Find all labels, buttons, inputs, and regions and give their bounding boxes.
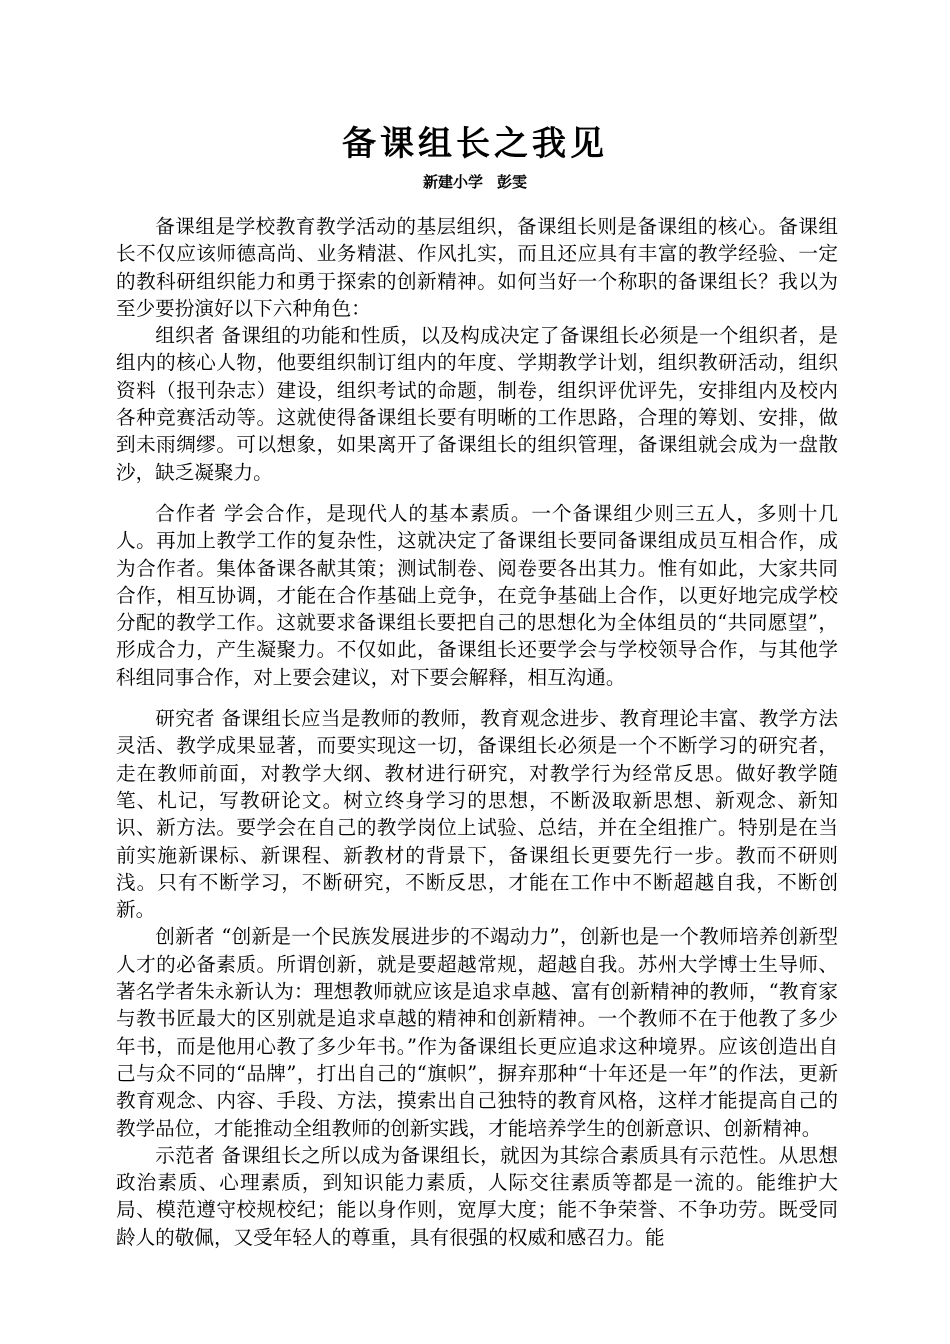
school-name: 新建小学 [422, 173, 483, 191]
paragraph-intro: 备课组是学校教育教学活动的基层组织，备课组长则是备课组的核心。备课组长不仅应该师德高尚、业务精湛、作风扎实，而且还应具有丰富的教学经验、一定的教科研组织能力和勇于探索的创新精神。如何当好一个称职的备课组长？我以为至少要扮演好以下六种角色： [116, 215, 838, 320]
paragraph-organizer: 组织者 备课组的功能和性质，以及构成决定了备课组长必须是一个组织者，是组内的核心人物，他要组织制订组内的年度、学期教学计划，组织教研活动，组织资料（报刊杂志）建设，组织考试的命题，制卷，组织评优评先，安排组内及校内各种竞赛活动等。这就使得备课组长要有明晰的工作思路，合理的筹划、安排，做到未雨绸缪。可以想象，如果离开了备课组长的组织管理，备课组就会成为一盘散沙，缺乏凝聚力。 [116, 324, 838, 484]
document-body [116, 213, 838, 1251]
paragraph-collaborator: 合作者 学会合作，是现代人的基本素质。一个备课组少则三五人，多则十几人。再加上教学工作的复杂性，这就决定了备课组长要同备课组成员互相合作，成为合作者。集体备课各献其策；测试制卷、阅卷要各出其力。惟有如此，大家共同合作，相互协调，才能在合作基础上竞争，在竞争基础上合作，以更好地完成学校分配的教学工作。这就要求备课组长要把自己的思想化为全体组员的“共同愿望”，形成合力，产生凝聚力。不仅如此，备课组长还要学会与学校领导合作，与其他学科组同事合作，对上要会建议，对下要会解释，相互沟通。 [116, 501, 838, 689]
document-title: 备课组长之我见 [342, 124, 608, 164]
byline [0, 172, 950, 192]
author-name: 彭雯 [497, 173, 528, 191]
paragraph-role-model: 示范者 备课组长之所以成为备课组长，就因为其综合素质具有示范性。从思想政治素质、心理素质，到知识能力素质，人际交往素质等都是一流的。能维护大局、模范遵守校规校纪；能以身作则，宽厚大度；能不争荣誉、不争功劳。既受同龄人的敬佩，又受年轻人的尊重，具有很强的权威和感召力。能 [116, 1143, 838, 1249]
paragraph-researcher: 研究者 备课组长应当是教师的教师，教育观念进步、教育理论丰富、教学方法灵活、教学成果显著，而要实现这一切，备课组长必须是一个不断学习的研究者，走在教师前面，对教学大纲、教材进行研究，对教学行为经常反思。做好教学随笔、札记，写教研论文。树立终身学习的思想，不断汲取新思想、新观念、新知识、新方法。要学会在自己的教学岗位上试验、总结，并在全组推广。特别是在当前实施新课标、新课程、新教材的背景下，备课组长更要先行一步。教而不研则浅。只有不断学习，不断研究，不断反思，才能在工作中不断超越自我，不断创新。 [116, 707, 838, 922]
paragraph-innovator: 创新者 “创新是一个民族发展进步的不竭动力”，创新也是一个教师培养创新型人才的必备素质。所谓创新，就是要超越常规，超越自我。苏州大学博士生导师、著名学者朱永新认为：理想教师就应该是追求卓越、富有创新精神的教师，“教育家与教书匠最大的区别就是追求卓越的精神和创新精神。一个教师不在于他教了多少年书，而是他用心教了多少年书。”作为备课组长更应追求这种境界。应该创造出自己与众不同的“品牌”，打出自己的“旗帜”，摒弃那种“十年还是一年”的作法，更新教育观念、内容、手段、方法，摸索出自己独特的教育风格，这样才能提高自己的教学品位，才能推动全组教师的创新实践，才能培养学生的创新意识、创新精神。 [116, 925, 838, 1140]
